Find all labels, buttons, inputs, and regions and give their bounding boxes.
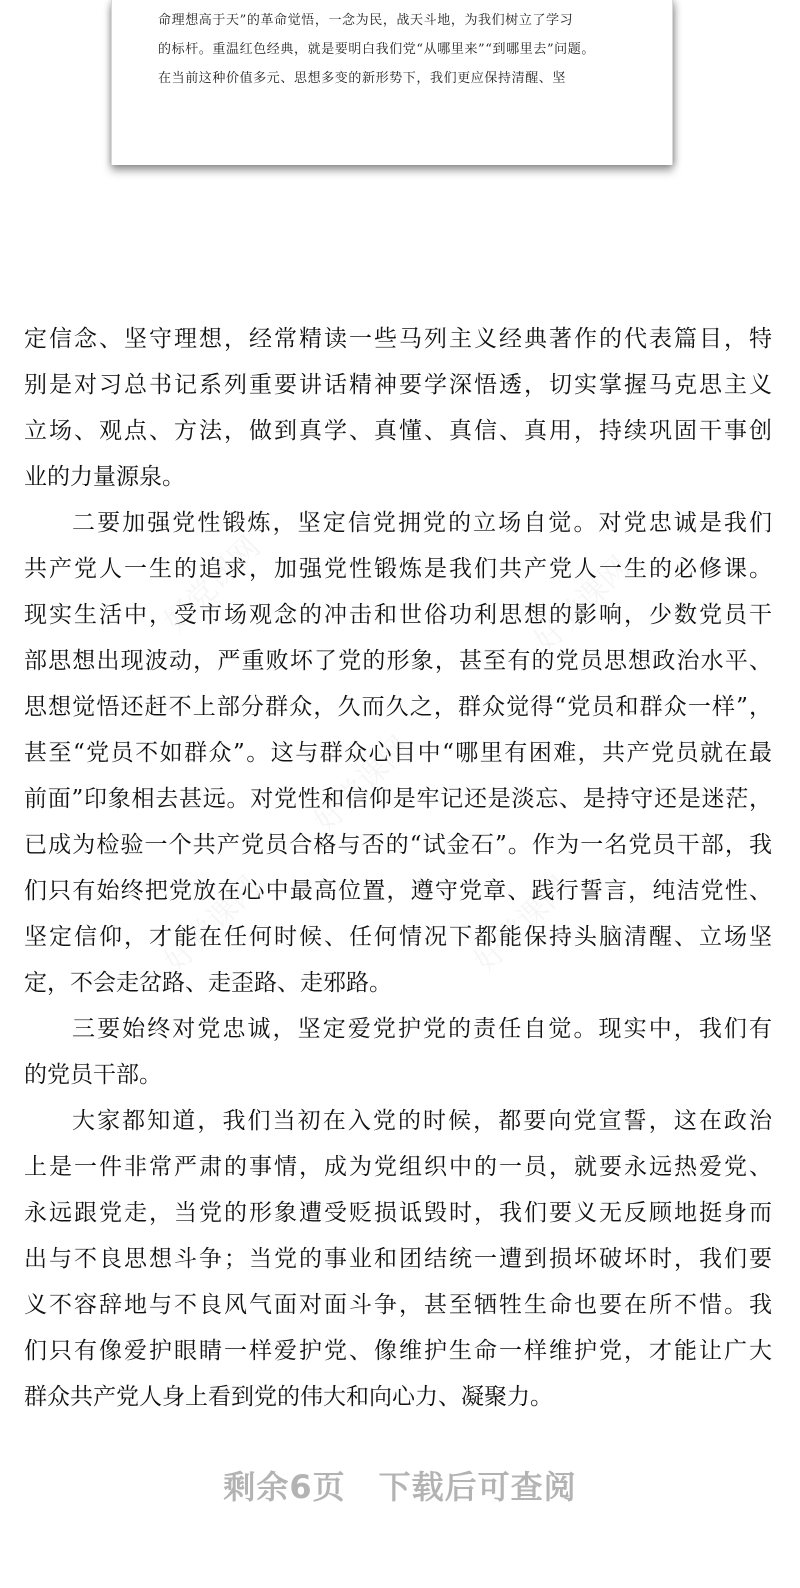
- paragraph-line: 大家都知道，我们当初在入党的时候，都要向党宣誓，这在政治: [72, 1108, 772, 1134]
- paragraph-line: 部思想出现波动，严重败坏了党的形象，甚至有的党员思想政治水平、: [24, 648, 772, 674]
- paragraph-line: 三要始终对党忠诚，坚定爱党护党的责任自觉。现实中，我们有: [72, 1016, 772, 1042]
- paragraph-line: 上是一件非常严肃的事情，成为党组织中的一员，就要永远热爱党、: [24, 1154, 772, 1180]
- paragraph-line: 业的力量源泉。: [24, 464, 185, 490]
- paragraph-line: 立场、观点、方法，做到真学、真懂、真信、真用，持续巩固干事创: [24, 418, 772, 444]
- paragraph-line: 现实生活中，受市场观念的冲击和世俗功利思想的影响，少数党员干: [24, 602, 772, 628]
- watermark-text: 好党课网: [307, 729, 418, 840]
- document-body: [24, 316, 772, 1420]
- paragraph-line: 义不容辞地与不良风气面对面斗争，甚至牺牲生命也要在所不惜。我: [24, 1292, 772, 1318]
- paragraph-line: 甚至“党员不如群众”。这与群众心目中“哪里有困难，共产党员就在最: [24, 740, 772, 766]
- preview-line-2: 的标杆。重温红色经典，就是要明白我们党“从哪里来”“到哪里去”问题。: [158, 42, 595, 57]
- paragraph-line: 的党员干部。: [24, 1062, 162, 1088]
- preview-line-3: 在当前这种价值多元、思想多变的新形势下，我们更应保持清醒、坚: [158, 71, 567, 86]
- watermark-text: 好党课网: [527, 549, 638, 660]
- paragraph-line: 二要加强党性锻炼，坚定信党拥党的立场自觉。对党忠诚是我们: [72, 510, 772, 536]
- paragraph-line: 已成为检验一个共产党员合格与否的“试金石”。作为一名党员干部，我: [24, 832, 772, 858]
- paragraph-line: 永远跟党走，当党的形象遭受贬损诋毁时，我们要义无反顾地挺身而: [24, 1200, 772, 1226]
- paragraph-line: 出与不良思想斗争；当党的事业和团结统一遭到损坏破坏时，我们要: [24, 1246, 772, 1272]
- paragraph-line: 前面”印象相去甚远。对党性和信仰是牢记还是淡忘、是持守还是迷茫，: [24, 786, 772, 812]
- paragraph-line: 定，不会走岔路、走歪路、走邪路。: [24, 970, 392, 996]
- preview-line-1: 命理想高于天”的革命觉悟，一念为民，战天斗地，为我们树立了学习: [158, 13, 574, 28]
- paragraph-line: 思想觉悟还赶不上部分群众，久而久之，群众觉得“党员和群众一样”，: [24, 694, 772, 720]
- paragraph-line: 群众共产党人身上看到党的伟大和向心力、凝聚力。: [24, 1384, 553, 1410]
- paragraph-line: 坚定信仰，才能在任何时候、任何情况下都能保持头脑清醒、立场坚: [24, 924, 772, 950]
- paragraph-line: 们只有像爱护眼睛一样爱护党、像维护生命一样维护党，才能让广大: [24, 1338, 772, 1364]
- paragraph-line: 共产党人一生的追求，加强党性锻炼是我们共产党人一生的必修课。: [24, 556, 772, 582]
- paragraph-line: 别是对习总书记系列重要讲话精神要学深悟透，切实掌握马克思主义: [24, 372, 772, 398]
- watermark-text: 好党课网: [157, 529, 268, 640]
- watermark-text: 好党课网: [157, 869, 268, 980]
- paragraph-line: 们只有始终把党放在心中最高位置，遵守党章、践行誓言，纯洁党性、: [24, 878, 772, 904]
- remaining-pages-notice[interactable]: 剩余6页 下载后可查阅: [223, 1468, 577, 1506]
- paragraph-line: 定信念、坚守理想，经常精读一些马列主义经典著作的代表篇目，特: [24, 326, 772, 352]
- preview-page-card: [111, 0, 673, 165]
- watermark-text: 好党课网: [467, 869, 578, 980]
